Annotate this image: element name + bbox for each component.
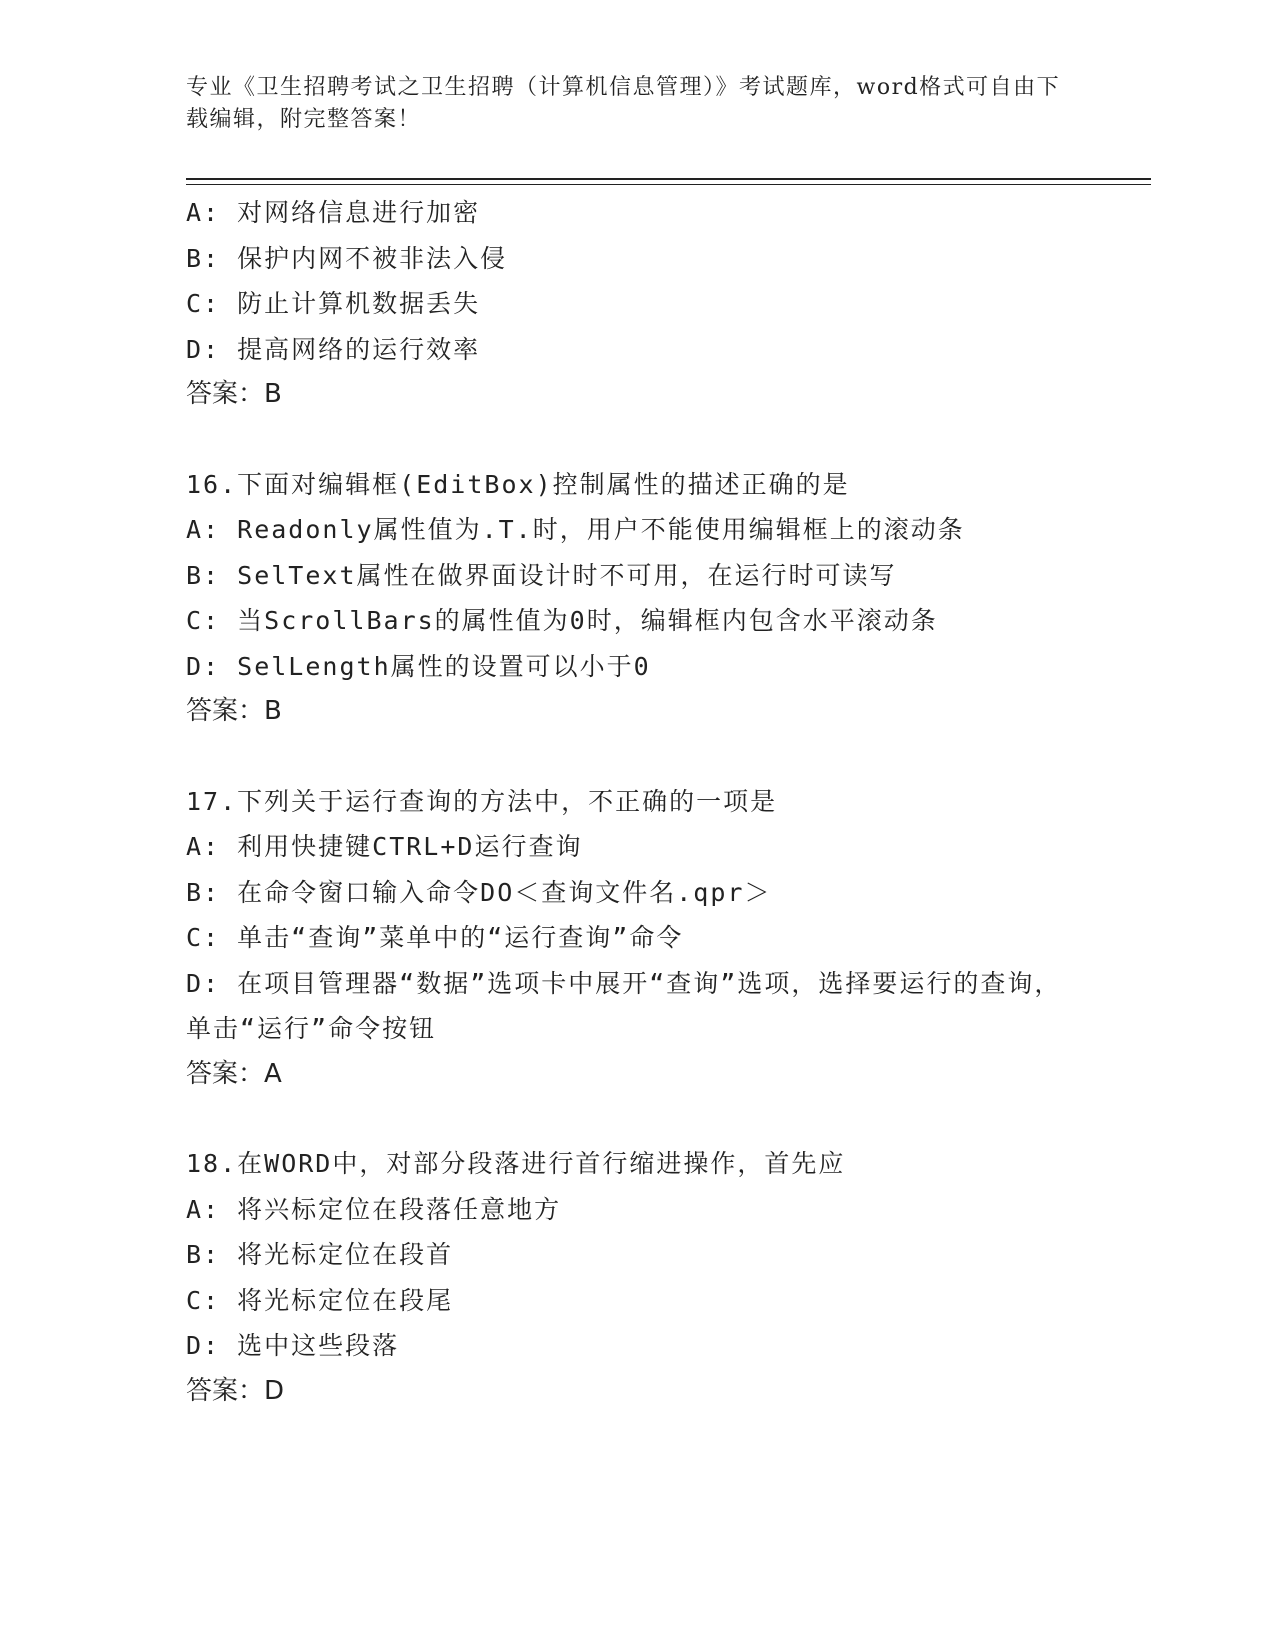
answer-value: A [264, 1058, 282, 1089]
answer-label: 答案： [186, 696, 265, 726]
question-block [186, 1141, 1086, 1414]
question-list [186, 190, 1086, 1414]
answer-label: 答案： [186, 1375, 265, 1406]
option-a: A: 利用快捷键CTRL+D运行查询 [186, 832, 583, 861]
answer-value: B [264, 379, 282, 409]
header-rule-thick [186, 178, 1151, 180]
option-d: D: 选中这些段落 [186, 1331, 400, 1360]
answer-label: 答案： [186, 379, 265, 409]
option-c: C: 当ScrollBars的属性值为0时，编辑框内包含水平滚动条 [186, 606, 938, 635]
question-block [186, 190, 1086, 418]
option-a: A: 对网络信息进行加密 [186, 198, 481, 227]
header-rule-thin [186, 184, 1151, 185]
answer-line [186, 1369, 1086, 1415]
option-b: B: 在命令窗口输入命令DO＜查询文件名.qpr＞ [186, 877, 772, 907]
option-b: B: 保护内网不被非法入侵 [186, 243, 508, 273]
question-stem: 18.在WORD中，对部分段落进行首行缩进操作，首先应 [186, 1149, 846, 1178]
answer-line [186, 372, 1086, 418]
question-stem: 16.下面对编辑框(EditBox)控制属性的描述正确的是 [186, 469, 850, 499]
option-d: D: 提高网络的运行效率 [186, 334, 481, 364]
option-a: A: Readonly属性值为.T.时，用户不能使用编辑框上的滚动条 [186, 515, 965, 544]
answer-value: B [264, 696, 282, 726]
option-d: D: SelLength属性的设置可以小于0 [186, 651, 651, 681]
question-block [186, 462, 1086, 735]
option-c: C: 将光标定位在段尾 [186, 1285, 454, 1315]
answer-label: 答案： [186, 1058, 265, 1089]
document-header: 专业《卫生招聘考试之卫生招聘（计算机信息管理）》考试题库，word格式可自由下载编辑，附完整答案！ [186, 75, 1061, 132]
option-b: B: 将光标定位在段首 [186, 1240, 454, 1269]
option-b: B: SelText属性在做界面设计时不可用，在运行时可读写 [186, 560, 897, 590]
answer-value: D [264, 1375, 285, 1406]
question-stem: 17.下列关于运行查询的方法中，不正确的一项是 [186, 786, 778, 816]
answer-line [186, 1052, 1086, 1098]
option-a: A: 将兴标定位在段落任意地方 [186, 1194, 562, 1224]
option-c: C: 单击“查询”菜单中的“运行查询”命令 [186, 923, 684, 952]
option-c: C: 防止计算机数据丢失 [186, 289, 481, 318]
answer-line [186, 689, 1086, 735]
question-block [186, 779, 1086, 1098]
option-d: D: 在项目管理器“数据”选项卡中展开“查询”选项，选择要运行的查询，单击“运行”命令按钮 [186, 968, 1062, 1043]
